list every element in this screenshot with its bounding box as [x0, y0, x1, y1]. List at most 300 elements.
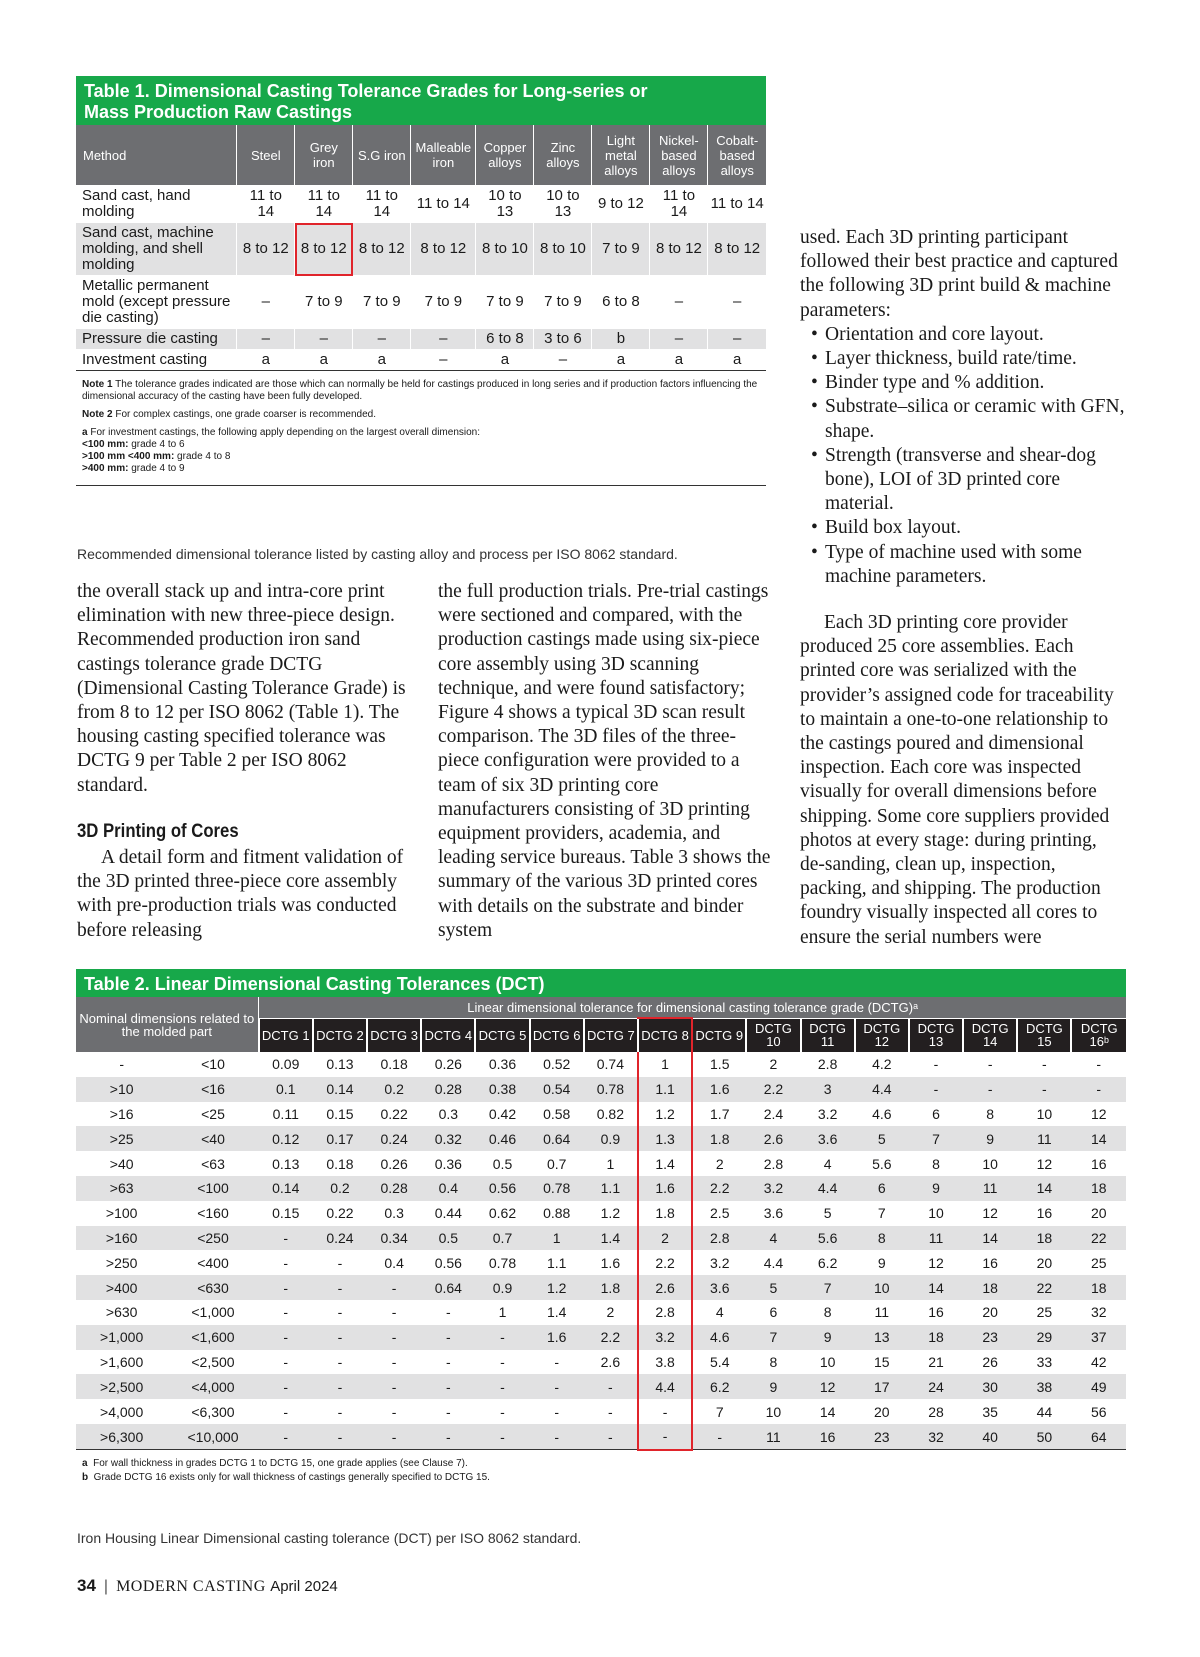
table2-cell: 0.26 [380, 1155, 408, 1172]
text-column-2 [438, 580, 773, 943]
col2-paragraph-1: the full production trials. Pre-trial castings were sectioned and compared, with the production castings made using six-piece core assembly using 3D scanning technique, and were found satisfactory; Figure 4 shows a typical 3D scan result comparison. The 3D files of the three-piece configuration were provided to a team of six 3D printing core manufacturers consisting of 3D printing equipment providers, academia, and leading service bureaus. Table 3 shows the summary of the various 3D printed cores with details on the substrate and binder system [438, 581, 771, 941]
table2-cell: 5 [823, 1205, 832, 1222]
table1-cell: 8 to 10 [534, 223, 592, 276]
table2-cell: 0.4 [384, 1254, 404, 1271]
table2-cell: 0.3 [384, 1205, 404, 1222]
table2-cell: 11 [909, 1226, 963, 1251]
table2-cell: 2.8 [817, 1056, 838, 1073]
table1-cell: b [592, 329, 650, 350]
table2-cell: 0.14 [259, 1176, 313, 1201]
table1-column-header: Malleable iron [411, 125, 476, 186]
table2-cell: - [554, 1353, 560, 1370]
table2-nominal-cell: <4,000 [167, 1374, 258, 1399]
table2-cell: 5.6 [872, 1155, 892, 1172]
table1 [76, 76, 766, 486]
table2-cell: 14 [963, 1226, 1017, 1251]
table1-cell: – [534, 350, 592, 371]
table2-cell: 3.2 [817, 1105, 838, 1122]
table2-cell: 0.52 [543, 1056, 571, 1073]
table2-cell: 9 [746, 1374, 800, 1399]
table1-cell: 6 to 8 [476, 329, 534, 350]
table2-cell: 18 [963, 1275, 1017, 1300]
table2-cell: 4.2 [872, 1056, 892, 1073]
table2-row [76, 1399, 1126, 1424]
table2-cell: - [313, 1374, 367, 1399]
table2-grade-header: DCTG 12 [855, 1018, 909, 1052]
table2-cell: - [933, 1056, 939, 1073]
table2-cell: 16 [1090, 1155, 1107, 1172]
table1-row [76, 186, 766, 223]
table1-method-cell: Sand cast, machine molding, and shell molding [76, 223, 237, 276]
table2-nominal-cell: >10 [76, 1077, 167, 1102]
col3-bullet-item: • Layer thickness, build rate/time. [800, 347, 1125, 371]
table1-note-a-line-text: grade 4 to 8 [174, 451, 231, 462]
table1-note-a-line-text: grade 4 to 6 [128, 439, 185, 450]
table1-cell: 8 to 12 [650, 223, 708, 276]
table1-cell: – [411, 350, 476, 371]
table2-cell: 44 [1036, 1403, 1053, 1420]
table1-caption: Recommended dimensional tolerance listed by casting alloy and process per ISO 8062 standard. [77, 546, 678, 562]
table2-cell: 0.32 [421, 1126, 475, 1151]
table1-cell: a [237, 350, 295, 371]
table1-grid [76, 125, 766, 371]
table2-nominal-header: Nominal dimensions related to the molded part [76, 997, 259, 1052]
table2-cell: 14 [1017, 1176, 1071, 1201]
table2-cell: - [283, 1304, 289, 1321]
table2-cell: 33 [1036, 1353, 1053, 1370]
table2-cell: - [500, 1403, 505, 1420]
table1-cell: 9 to 12 [592, 186, 650, 223]
table2-cell: 2.8 [638, 1300, 692, 1325]
table1-note-a: a For investment castings, the following apply depending on the largest overall dimension: [82, 427, 481, 438]
section-heading: 3D Printing of Cores [77, 820, 239, 842]
table2-cell: 7 [746, 1325, 800, 1350]
table2-cell: 10 [819, 1353, 836, 1370]
table2-row [76, 1424, 1126, 1450]
page-number: 34 [77, 1576, 96, 1595]
table2-cell: - [259, 1226, 313, 1251]
table2-nominal-cell: >1,600 [100, 1353, 144, 1370]
table2-cell: 4.6 [692, 1325, 746, 1350]
table2-cell: 3.2 [638, 1325, 692, 1350]
table2-cell: 5 [746, 1275, 800, 1300]
table2-cell: 8 [986, 1105, 995, 1122]
table2-nominal-cell: >100 [105, 1205, 138, 1222]
table2-nominal-cell: <400 [197, 1254, 229, 1271]
table2-cell: 29 [1017, 1325, 1071, 1350]
table2-cell: 0.56 [475, 1176, 529, 1201]
table2-row [76, 1374, 1126, 1399]
table2-cell: 3.2 [710, 1254, 730, 1271]
table2-grade-header: DCTG 14 [963, 1018, 1017, 1052]
table2-cell: 50 [1017, 1424, 1071, 1450]
table1-cell: 11 to 14 [295, 186, 353, 223]
page-footer [77, 1576, 338, 1596]
table2-nominal-cell: <160 [197, 1205, 229, 1222]
table1-method-cell: Investment casting [76, 350, 237, 371]
table2-row [76, 1102, 1126, 1127]
table2-cell: - [391, 1353, 397, 1370]
table2-row [76, 1275, 1126, 1300]
table2-nominal-cell: <10,000 [167, 1424, 258, 1450]
table2-cell: - [608, 1403, 613, 1420]
table1-column-header: Cobalt-based alloys [708, 125, 766, 186]
table2-grade-header: DCTG 11 [801, 1018, 855, 1052]
table2-row [76, 1126, 1126, 1151]
table2-cell: - [421, 1424, 475, 1450]
table1-cell: 7 to 9 [534, 276, 592, 329]
table2-cell: - [530, 1374, 584, 1399]
table2-cell: 0.9 [475, 1275, 529, 1300]
table1-row [76, 350, 766, 371]
table2-cell: 0.28 [421, 1077, 475, 1102]
table1-column-header: Method [76, 125, 237, 186]
table2-cell: 18 [1017, 1226, 1071, 1251]
table2-nominal-cell: >1,000 [76, 1325, 167, 1350]
table2-nominal-cell: - [119, 1056, 124, 1073]
table2-grid [76, 997, 1126, 1451]
table2-nominal-cell: >400 [76, 1275, 167, 1300]
table2-cell: 0.88 [543, 1205, 571, 1222]
table1-note-a-line [82, 451, 760, 463]
table2-cell: 0.46 [475, 1126, 529, 1151]
table2-cell: - [313, 1325, 367, 1350]
table2-cell: 40 [963, 1424, 1017, 1450]
col3-bullet-item: • Strength (transverse and shear-dog bone), LOI of 3D printed core material. [800, 444, 1125, 517]
table2-cell: 12 [1090, 1105, 1107, 1122]
table2-cell: 5 [855, 1126, 909, 1151]
table2-cell: 20 [1090, 1205, 1107, 1222]
table2-cell: 6 [769, 1304, 778, 1321]
table1-cell: – [237, 276, 295, 329]
table2-cell: 1.5 [710, 1056, 730, 1073]
table2-cell: 10 [765, 1403, 782, 1420]
table1-cell: – [708, 276, 766, 329]
table2-grade-header: DCTG 7 [584, 1018, 638, 1052]
table2-cell: - [475, 1424, 529, 1450]
table2-cell: - [530, 1424, 584, 1450]
table2-cell: 12 [928, 1254, 944, 1271]
table2-cell: 0.13 [272, 1155, 300, 1172]
table2-cell: - [584, 1374, 638, 1399]
table2-cell: 49 [1071, 1374, 1126, 1399]
table2-nominal-cell: >40 [109, 1155, 134, 1172]
table2-cell: 20 [874, 1403, 890, 1420]
table2-linear-header: Linear dimensional tolerance for dimensional casting tolerance grade (DCTG)ᵃ [259, 997, 1126, 1018]
table2-cell: 24 [909, 1374, 963, 1399]
table2-cell: - [259, 1424, 313, 1450]
table1-cell: 8 to 12 [411, 223, 476, 276]
table2-cell: 1 [530, 1226, 584, 1251]
table2-cell: 0.5 [492, 1155, 513, 1172]
table2-cell: 2.2 [746, 1077, 800, 1102]
table2-cell: 0.26 [434, 1056, 462, 1073]
table2-cell: 37 [1071, 1325, 1126, 1350]
table2-nominal-cell: >4,000 [100, 1403, 144, 1420]
table2-cell: 56 [1090, 1403, 1107, 1420]
table2-cell: 0.24 [313, 1226, 367, 1251]
table2-nominal-cell: <40 [167, 1126, 258, 1151]
table2-cell: 18 [1071, 1176, 1126, 1201]
table1-cell: – [353, 329, 411, 350]
table2-cell: 2 [769, 1056, 778, 1073]
table2-cell: 30 [963, 1374, 1017, 1399]
table2-grade-header: DCTG 9 [692, 1018, 746, 1052]
table2-cell: 0.13 [326, 1056, 354, 1073]
table2-cell: 1.7 [710, 1105, 730, 1122]
table2-cell: - [367, 1275, 421, 1300]
table2-cell: 4 [823, 1155, 832, 1172]
issue-date: April 2024 [270, 1578, 338, 1595]
table2-row [76, 1176, 1126, 1201]
table2-nominal-cell: <10 [201, 1056, 225, 1073]
table2-cell: 2.2 [692, 1176, 746, 1201]
table2-cell: 0.5 [421, 1226, 475, 1251]
table2-cell: 10 [928, 1205, 944, 1222]
table2-cell: 10 [855, 1275, 909, 1300]
table1-row [76, 276, 766, 329]
col3-bullet-item: • Orientation and core layout. [800, 323, 1125, 347]
table2-cell: 0.58 [543, 1105, 571, 1122]
table2-cell: 8 [769, 1353, 778, 1370]
table2-cell: 0.24 [367, 1126, 421, 1151]
table2-nominal-cell: <63 [201, 1155, 225, 1172]
table1-column-header: Copper alloys [476, 125, 534, 186]
table2-cell: 1.6 [638, 1176, 692, 1201]
table2-nominal-cell: >250 [105, 1254, 138, 1271]
table2-cell: - [475, 1325, 529, 1350]
table2-cell: - [313, 1275, 367, 1300]
table2-cell: 32 [1090, 1304, 1107, 1321]
table1-cell: 7 to 9 [476, 276, 534, 329]
col1-paragraph-2: A detail form and fitment validation of the 3D printed three-piece core assembly with pre-production trials was conducted before releasing [77, 847, 404, 941]
table2-caption: Iron Housing Linear Dimensional casting tolerance (DCT) per ISO 8062 standard. [77, 1530, 582, 1546]
table2-cell: 0.17 [313, 1126, 367, 1151]
table2-cell: 0.14 [313, 1077, 367, 1102]
table1-cell: a [592, 350, 650, 371]
table2-nominal-cell: >630 [105, 1304, 138, 1321]
table2-cell: 18 [1071, 1275, 1126, 1300]
table2-cell: 0.2 [367, 1077, 421, 1102]
table2-cell: - [638, 1424, 692, 1450]
table2-cell: 21 [928, 1353, 944, 1370]
table2-grade-header: DCTG 2 [313, 1018, 367, 1052]
table2-grade-header: DCTG 8 [638, 1018, 692, 1052]
table1-cell: 10 to 13 [476, 186, 534, 223]
table1-cell: 11 to 14 [411, 186, 476, 223]
table2-grade-header: DCTG 3 [367, 1018, 421, 1052]
table2-cell: 1.1 [546, 1254, 567, 1271]
col3-paragraph-1: used. Each 3D printing participant followed their best practice and captured the following 3D print build & machine parameters: [800, 227, 1118, 321]
table2-cell: 0.82 [596, 1105, 624, 1122]
magazine-name: MODERN CASTING [116, 1578, 266, 1595]
table2-grade-header: DCTG 6 [530, 1018, 584, 1052]
table2-cell: 8 [855, 1226, 909, 1251]
table2-nominal-cell: >25 [76, 1126, 167, 1151]
table2-cell: 32 [909, 1424, 963, 1450]
table1-column-header: Zinc alloys [534, 125, 592, 186]
table2-cell: 0.12 [259, 1126, 313, 1151]
table2-cell: 12 [982, 1205, 998, 1222]
table2-grade-header: DCTG 13 [909, 1018, 963, 1052]
table2-cell: 11 [963, 1176, 1017, 1201]
table2-cell: 0.1 [259, 1077, 313, 1102]
table2-cell: 1 [638, 1052, 692, 1077]
table1-row [76, 329, 766, 350]
table1-column-header: Steel [237, 125, 295, 186]
table2-nominal-cell: <25 [201, 1105, 225, 1122]
table2-cell: - [313, 1424, 367, 1450]
table2-cell: 0.18 [326, 1155, 354, 1172]
table1-column-header: Grey iron [295, 125, 353, 186]
table2-cell: 28 [928, 1403, 944, 1420]
table1-note-a-line-text: grade 4 to 9 [128, 463, 185, 474]
table2-cell: 25 [1036, 1304, 1053, 1321]
table2-cell: 5.6 [801, 1226, 855, 1251]
table2-grade-header: DCTG 1 [259, 1018, 313, 1052]
table1-cell: 8 to 12 [708, 223, 766, 276]
table2-cell: 3 [801, 1077, 855, 1102]
table2-cell: - [1071, 1077, 1126, 1102]
table2-cell: 3.6 [801, 1126, 855, 1151]
table2-cell: 15 [874, 1353, 890, 1370]
table2-cell: 9 [963, 1126, 1017, 1151]
table1-cell: 6 to 8 [592, 276, 650, 329]
table2-cell: - [638, 1399, 692, 1424]
table2-nominal-cell: >63 [76, 1176, 167, 1201]
table1-cell: – [411, 329, 476, 350]
table2-cell: 0.78 [530, 1176, 584, 1201]
table2-cell: 2.6 [746, 1126, 800, 1151]
table2-cell: 0.78 [584, 1077, 638, 1102]
table2-cell: 1.6 [692, 1077, 746, 1102]
table2-cell: 6.2 [692, 1374, 746, 1399]
table1-column-header: Nickel-based alloys [650, 125, 708, 186]
table2-row [76, 1201, 1126, 1226]
table1-cell: a [476, 350, 534, 371]
table2-cell: 2.5 [710, 1205, 730, 1222]
table1-cell: 10 to 13 [534, 186, 592, 223]
table2-notes [76, 1451, 1126, 1485]
table2-cell: 4 [715, 1304, 724, 1321]
table2-nominal-cell: >2,500 [76, 1374, 167, 1399]
table2-nominal-cell: >160 [76, 1226, 167, 1251]
table2-nominal-cell: <16 [167, 1077, 258, 1102]
table2-cell: - [337, 1403, 343, 1420]
table2-cell: - [692, 1424, 746, 1450]
table2-cell: 16 [982, 1254, 998, 1271]
table2-grade-header: DCTG 15 [1017, 1018, 1071, 1052]
table2-cell: 4.4 [638, 1374, 692, 1399]
table2-cell: 2.4 [763, 1105, 784, 1122]
table2-nominal-cell: <2,500 [191, 1353, 235, 1370]
table2-row [76, 1300, 1126, 1325]
table1-note-a-line-label: >400 mm: [82, 463, 129, 474]
table2-nominal-cell: >16 [109, 1105, 134, 1122]
table1-method-cell: Pressure die casting [76, 329, 237, 350]
table1-column-header: Light metal alloys [592, 125, 650, 186]
table2-cell: 0.74 [596, 1056, 624, 1073]
table2-cell: 1 [606, 1155, 615, 1172]
table2-cell: 2.2 [638, 1250, 692, 1275]
table2-cell: - [283, 1254, 289, 1271]
table2-title: Table 2. Linear Dimensional Casting Tolerances (DCT) [76, 969, 1126, 997]
table2-cell: 23 [963, 1325, 1017, 1350]
table1-cell: 7 to 9 [353, 276, 411, 329]
table1-title: Table 1. Dimensional Casting Tolerance Grades for Long-series or Mass Production Raw Castings [76, 76, 766, 125]
table2-cell: 0.78 [488, 1254, 517, 1271]
table1-cell: 8 to 12 [353, 223, 411, 276]
table2-cell: 2 [638, 1226, 692, 1251]
table2-cell: - [367, 1374, 421, 1399]
table2-cell: 3.6 [763, 1205, 784, 1222]
table2-cell: 0.9 [584, 1126, 638, 1151]
table1-cell: 3 to 6 [534, 329, 592, 350]
table2-cell: 3.6 [692, 1275, 746, 1300]
col3-bullet-list [800, 323, 1125, 589]
table1-cell: a [353, 350, 411, 371]
table2-cell: 0.36 [488, 1056, 517, 1073]
table2-cell: 18 [909, 1325, 963, 1350]
table2-cell: 1.3 [638, 1126, 692, 1151]
table2-cell: 0.38 [475, 1077, 529, 1102]
table2-note-a: a For wall thickness in grades DCTG 1 to DCTG 15, one grade applies (see Clause 7). [82, 1457, 468, 1469]
table2-cell: 6 [855, 1176, 909, 1201]
table2-cell: 7 [877, 1205, 886, 1222]
table2-cell: 1.4 [584, 1226, 638, 1251]
table2-cell: 0.36 [434, 1155, 462, 1172]
table2-cell: 0.15 [326, 1105, 354, 1122]
col3-bullet-item: • Binder type and % addition. [800, 371, 1125, 395]
table2-cell: 3.2 [746, 1176, 800, 1201]
table2-row [76, 1250, 1126, 1275]
table2-cell: 1 [498, 1304, 507, 1321]
table1-note1: Note 1 The tolerance grades indicated are those which can normally be held for castings produced in long series and if production factors influencing the dimensional accuracy of the casting have been fully developed. [82, 379, 758, 402]
table2-cell: 14 [909, 1275, 963, 1300]
table2-cell: 16 [928, 1304, 944, 1321]
table2-cell: 2.6 [638, 1275, 692, 1300]
table2-cell: 0.28 [367, 1176, 421, 1201]
table1-cell: 7 to 9 [592, 223, 650, 276]
table2-grade-header: DCTG 5 [475, 1018, 529, 1052]
col3-bullet-item: • Build box layout. [800, 516, 1125, 540]
table2-cell: - [337, 1353, 343, 1370]
table2-cell: 0.11 [272, 1105, 299, 1122]
table1-row [76, 223, 766, 276]
table2-cell: - [963, 1077, 1017, 1102]
table1-cell: 8 to 10 [476, 223, 534, 276]
table2-cell: 0.2 [313, 1176, 367, 1201]
table2-nominal-cell: <250 [167, 1226, 258, 1251]
table1-note-a-lines [82, 439, 760, 475]
table2-cell: - [337, 1254, 343, 1271]
table2-cell: 1.1 [584, 1176, 638, 1201]
table2-cell: 1.8 [638, 1201, 692, 1226]
table2-cell: 35 [982, 1403, 998, 1420]
table2-cell: 20 [982, 1304, 998, 1321]
table2-cell: 0.4 [421, 1176, 475, 1201]
table1-note-a-line-label: <100 mm: [82, 439, 129, 450]
table1-note-a-line [82, 463, 760, 475]
table2-cell: 2 [715, 1155, 724, 1172]
table2-row [76, 1325, 1126, 1350]
table2-cell: - [987, 1056, 993, 1073]
table1-cell: 7 to 9 [295, 276, 353, 329]
table2-cell: 25 [1090, 1254, 1107, 1271]
table1-cell: 11 to 14 [353, 186, 411, 223]
table2-row [76, 1151, 1126, 1176]
table1-cell: a [295, 350, 353, 371]
